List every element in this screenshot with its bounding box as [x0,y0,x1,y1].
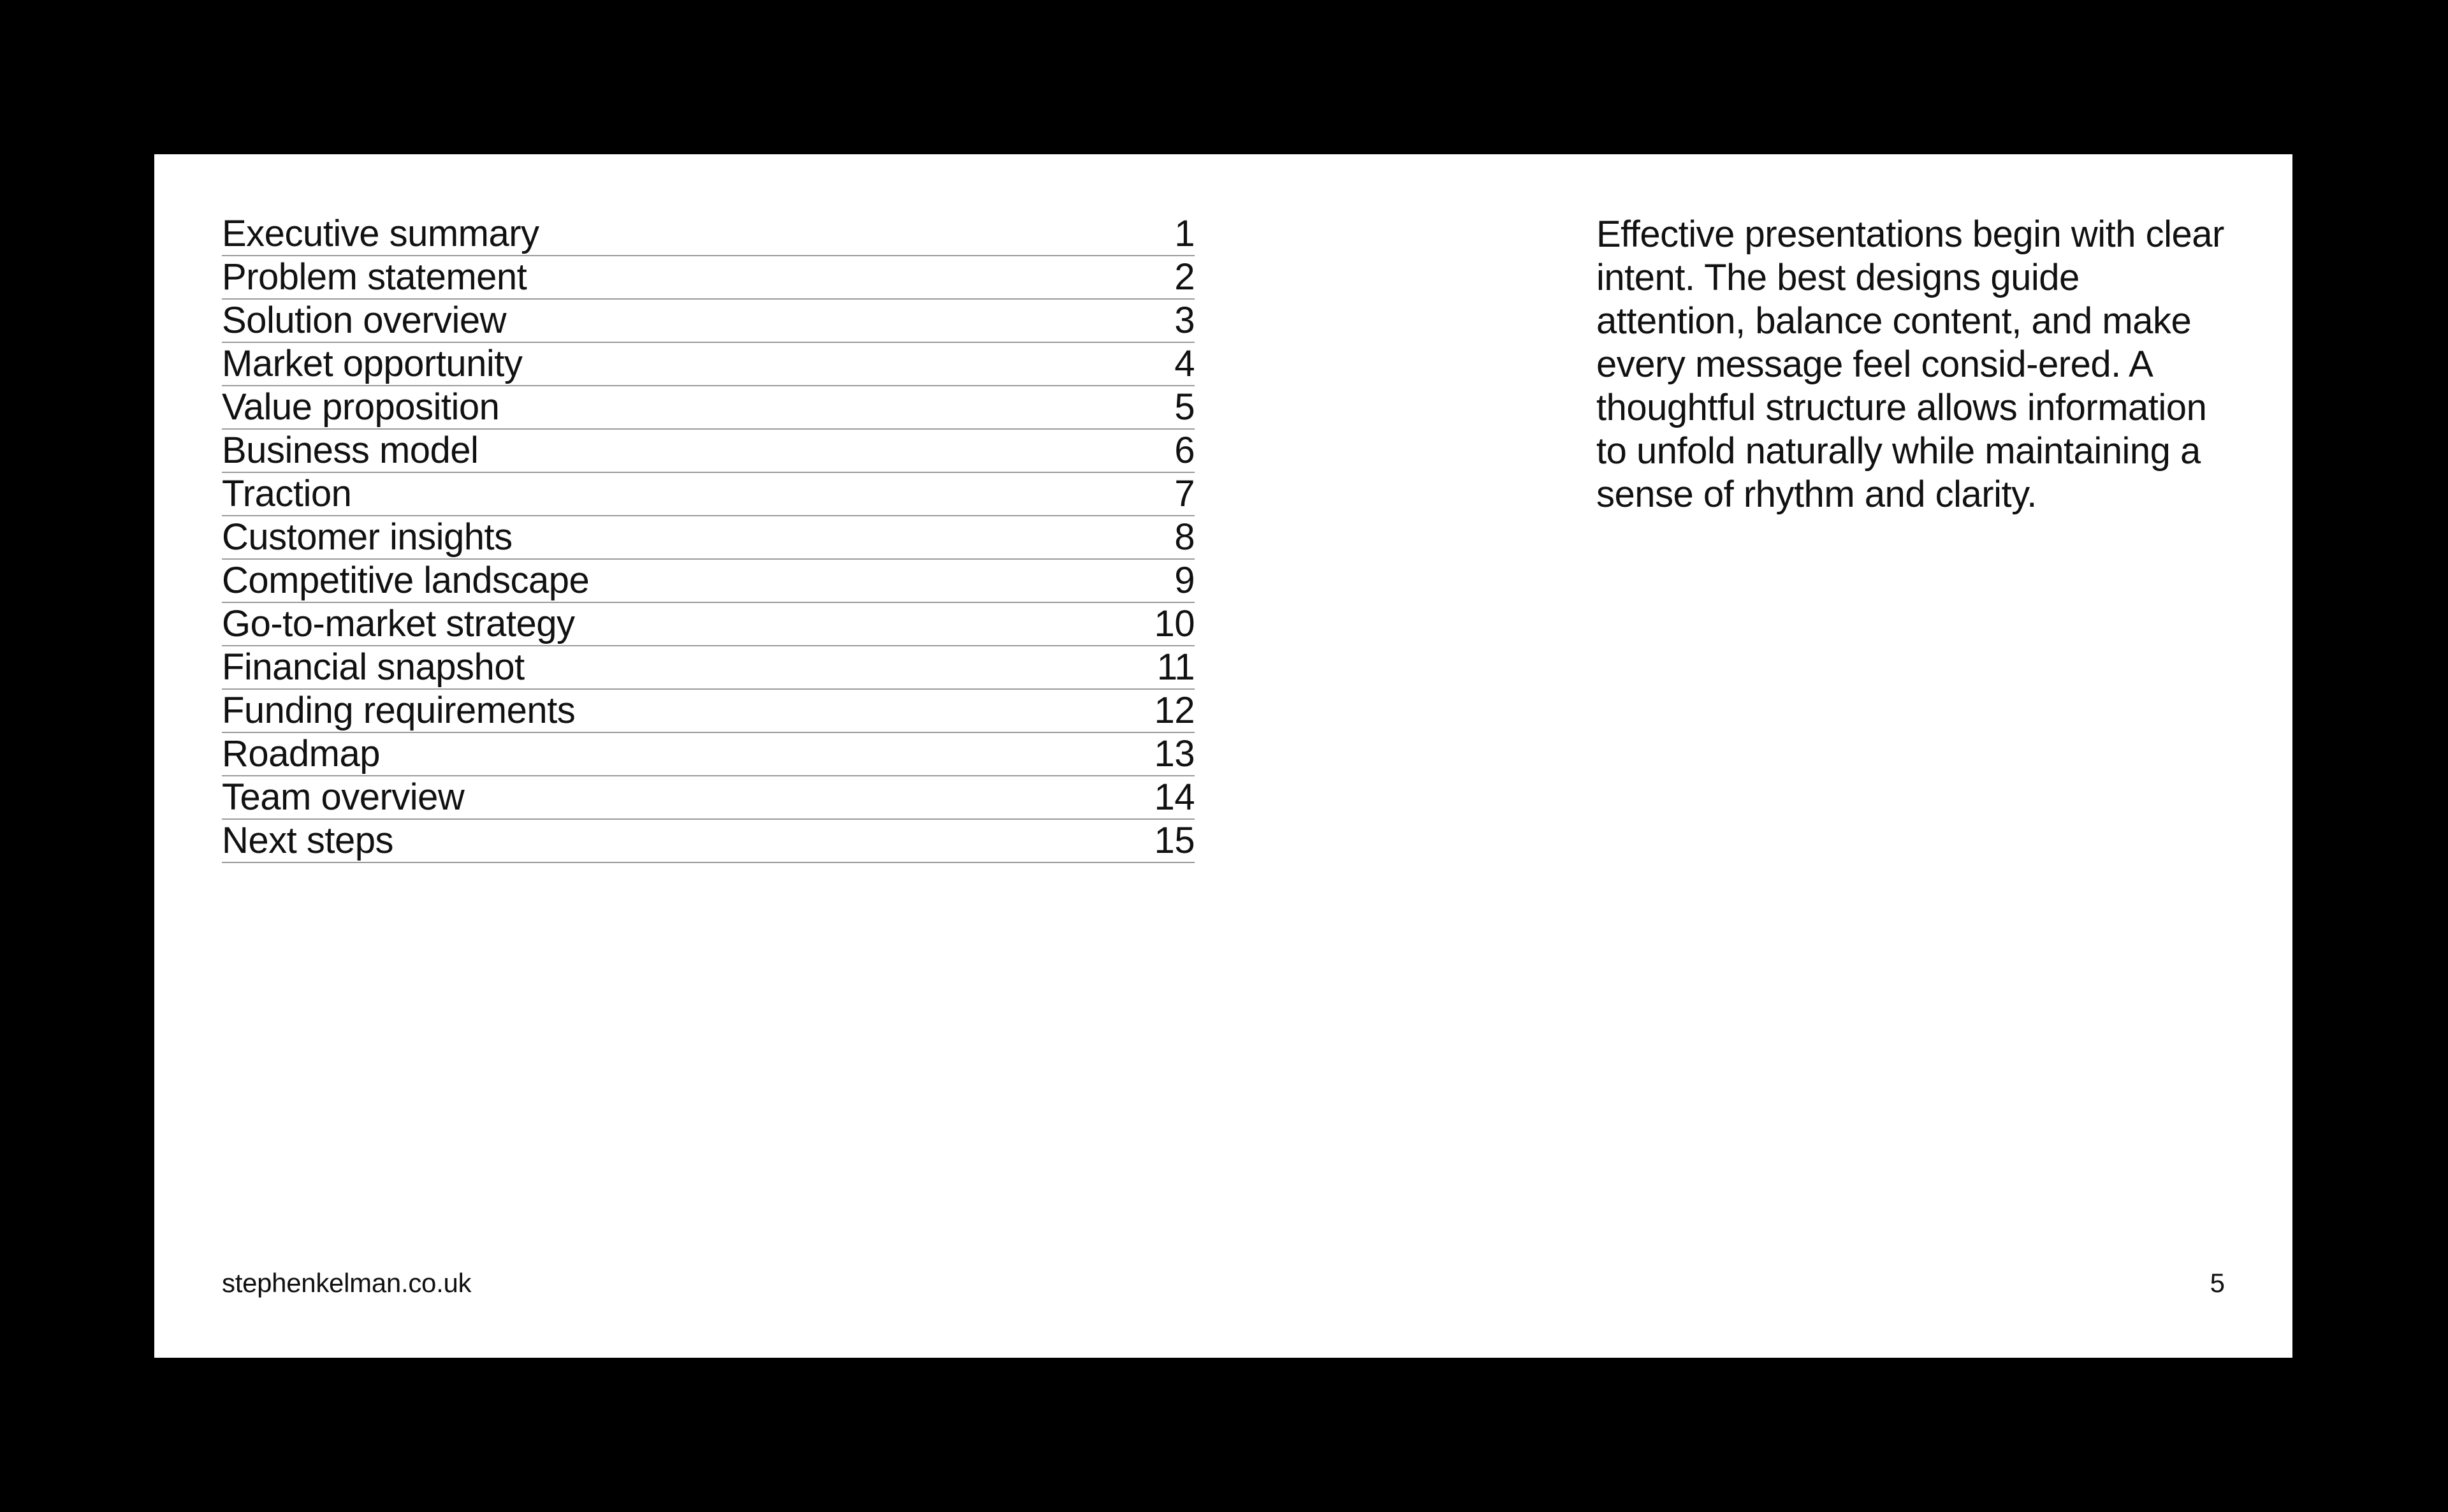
toc-item-title: Funding requirements [222,690,576,731]
toc-item-page: 14 [1154,776,1195,818]
toc-item-page: 1 [1174,213,1195,254]
toc-row[interactable] [222,256,1195,300]
toc-item-title: Team overview [222,776,465,818]
toc-item-page: 8 [1174,516,1195,558]
toc-item-page: 6 [1174,430,1195,471]
toc-row[interactable] [222,473,1195,516]
toc-item-title: Competitive landscape [222,560,590,601]
toc-item-title: Traction [222,473,352,514]
toc-item-page: 7 [1174,473,1195,514]
toc-item-page: 15 [1154,820,1195,861]
toc-row[interactable] [222,733,1195,776]
toc-item-page: 5 [1174,386,1195,428]
toc-item-title: Financial snapshot [222,646,525,688]
footer-page-number: 5 [2210,1268,2225,1298]
toc-item-title: Solution overview [222,300,507,341]
table-of-contents [222,213,1195,863]
toc-row[interactable] [222,300,1195,343]
toc-item-page: 12 [1154,690,1195,731]
toc-row[interactable] [222,690,1195,733]
toc-row[interactable] [222,820,1195,863]
footer-website[interactable]: stephenkelman.co.uk [222,1268,472,1298]
toc-row[interactable] [222,213,1195,256]
toc-item-page: 11 [1156,646,1195,688]
toc-item-title: Customer insights [222,516,513,558]
toc-item-title: Problem statement [222,256,527,298]
toc-item-page: 10 [1154,603,1195,644]
toc-row[interactable] [222,430,1195,473]
toc-item-title: Next steps [222,820,393,861]
toc-item-title: Roadmap [222,733,380,774]
toc-item-title: Go-to-market strategy [222,603,575,644]
toc-row[interactable] [222,776,1195,820]
toc-row[interactable] [222,343,1195,386]
toc-item-page: 4 [1174,343,1195,384]
toc-row[interactable] [222,646,1195,690]
toc-row[interactable] [222,386,1195,430]
toc-item-title: Market opportunity [222,343,523,384]
toc-item-page: 9 [1174,560,1195,601]
toc-row[interactable] [222,603,1195,646]
intro-paragraph: Effective presentations begin with clear intent. The best designs guide attention, balance content, and make every message feel consid-ered. A thoughtful structure allows information to unfold naturally while maintaining a sense of rhythm and clarity. [1596,214,2224,515]
toc-item-page: 3 [1174,300,1195,341]
slide-page [154,154,2292,1358]
toc-item-page: 2 [1174,256,1195,298]
toc-item-title: Executive summary [222,213,539,254]
toc-item-title: Value proposition [222,386,500,428]
toc-row[interactable] [222,516,1195,560]
toc-item-page: 13 [1154,733,1195,774]
toc-item-title: Business model [222,430,479,471]
toc-row[interactable] [222,560,1195,603]
